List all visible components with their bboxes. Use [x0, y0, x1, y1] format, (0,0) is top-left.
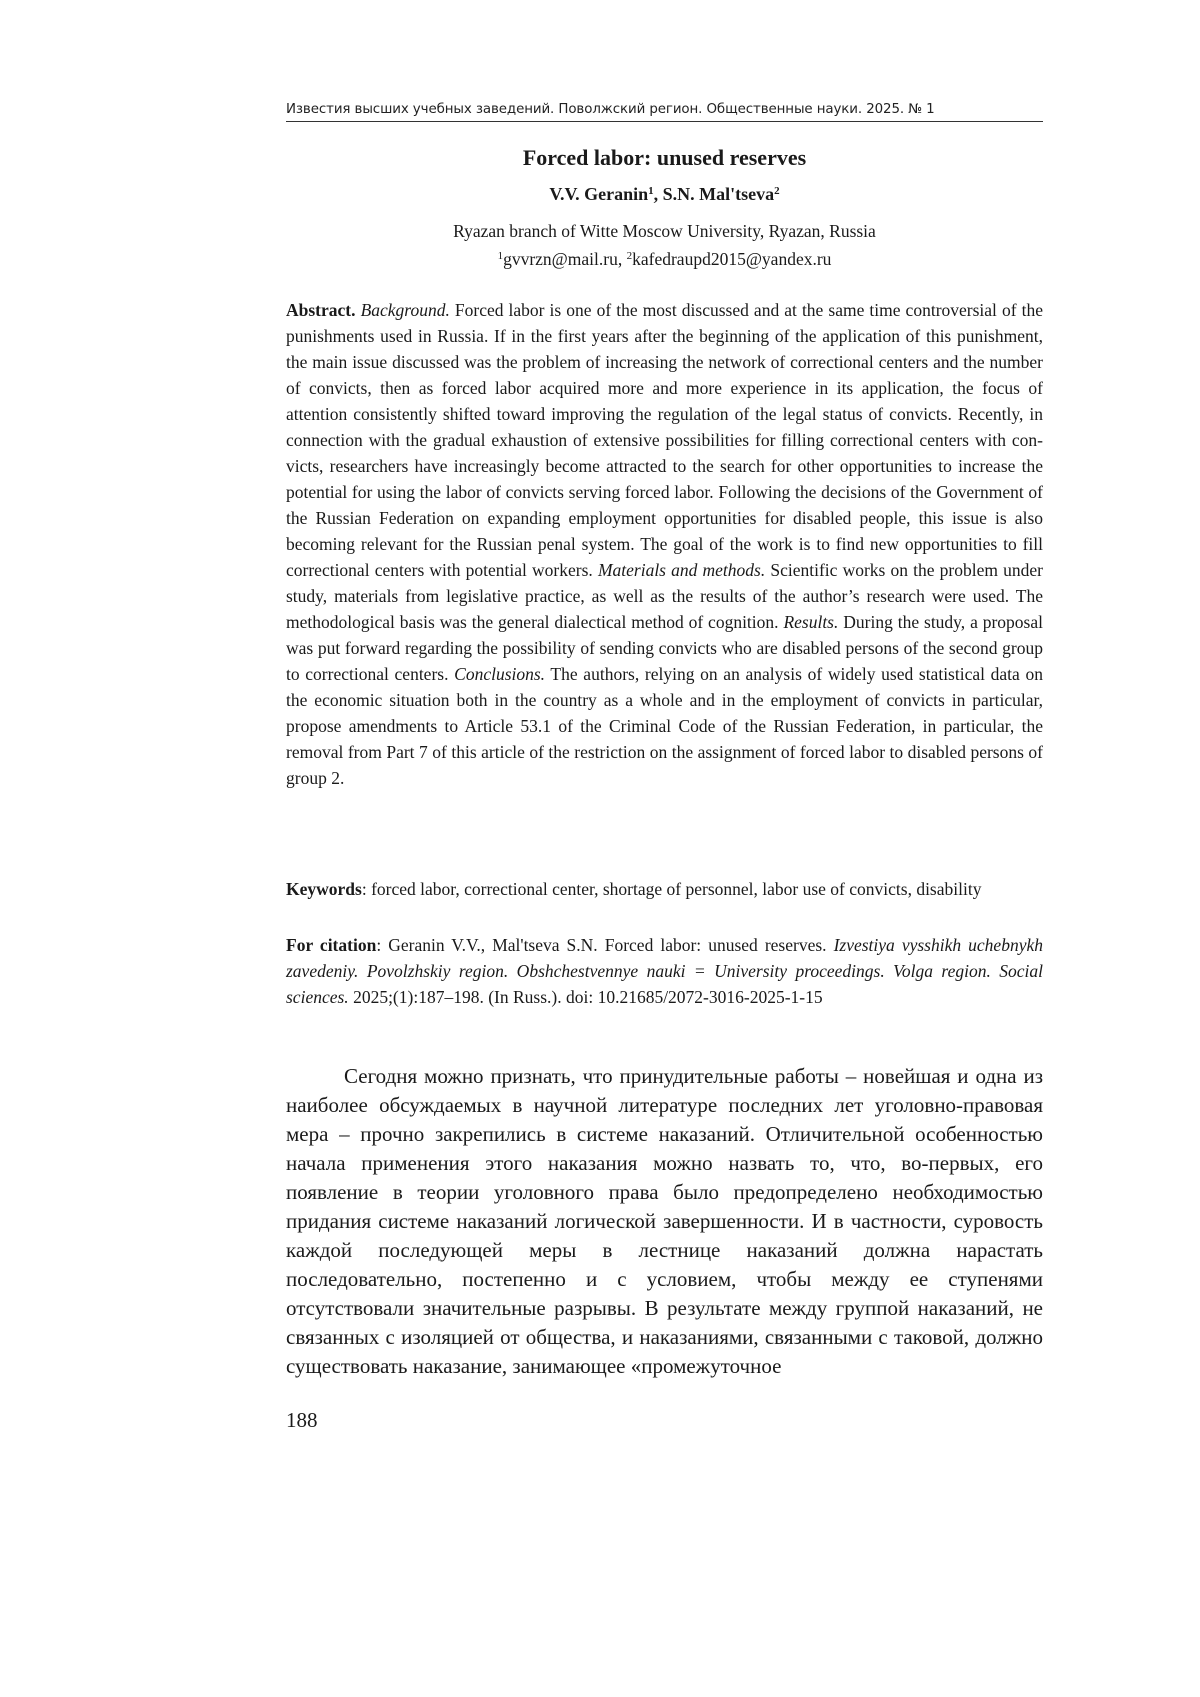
abstract-paragraph — [286, 297, 1043, 791]
email-1: gvvrzn@mail.ru, — [503, 249, 627, 269]
author-2: S.N. Mal'tseva — [662, 184, 775, 204]
author-separator: , — [653, 184, 663, 204]
email-1-mark: 1 — [497, 250, 504, 262]
citation-text-after: 2025;(1):187–198. (In Russ.). doi: 10.21685/2072-3016-2025-1-15 — [348, 987, 823, 1007]
keywords-text: : forced labor, correctional center, shortage of personnel, labor use of convicts, disability — [361, 879, 982, 899]
abstract-block — [286, 297, 1043, 791]
materials-label: Materials and methods. — [597, 560, 766, 580]
citation-block — [286, 932, 1043, 1010]
background-text: Forced labor is one of the most discussed and at the same time controversial of the punishments used in Russia. If in the first years after the beginning of the application of this punishment, the main issue discussed was the problem of increasing the network of correctional centers and the number of convicts, then as forced labor acquired more and more experience in its application, the focus of attention consistently shifted toward improving the regulation of the legal status of convicts. Recently, in connection with the gradual exhaustion of extensive possibilities for filling correctional centers with convicts, researchers have increasingly become attracted to the search for other opportunities to increase the potential for using the labor of convicts serving forced labor. Following the decisions of the Government of the Russian Federation on expanding employment opportunities for disabled people, this issue is also becoming relevant for the Russian penal system. The goal of the work is to find new opportunities to fill correctional centers with potential workers. — [286, 300, 1043, 580]
article-title: Forced labor: unused reserves — [522, 145, 807, 170]
conclusions-label: Conclusions. — [454, 664, 546, 684]
keywords-label: Keywords — [286, 879, 362, 899]
email-2-mark: 2 — [626, 250, 633, 262]
keywords-paragraph — [286, 876, 1043, 902]
citation-label: For citation — [286, 935, 377, 955]
author-1: V.V. Geranin — [549, 184, 649, 204]
author-2-affil-mark: 2 — [774, 185, 780, 197]
author-list — [286, 184, 1043, 205]
results-label: Results. — [783, 612, 839, 632]
conclusions-text: The authors, relying on an analysis of widely used statistical data on the economic situation both in the country as a whole and in the employment of convicts in particular, propose amendments to Article 53.1 of the Criminal Code of the Russian Federation, in particular, the removal from Part 7 of this article of the restriction on the assignment of forced labor to disabled persons of group 2. — [286, 664, 1043, 788]
email-2: kafedraupd2015@yandex.ru — [632, 249, 832, 269]
background-label: Background. — [360, 300, 450, 320]
materials-text: Scientific works on the problem under study, materials from legislative practice, as well as the results of the author’s research were used. The methodological basis was the general dialectical method of cognition. — [286, 560, 1043, 632]
body-text — [286, 1062, 1043, 1381]
keywords-block — [286, 876, 1043, 902]
citation-paragraph — [286, 932, 1043, 1010]
abstract-label: Abstract. — [286, 300, 356, 320]
body-paragraph: Сегодня можно признать, что принудительные работы – новейшая и одна из наиболее обсуждаемых в научной литературе последних лет уголовно-правовая мера – прочно закрепились в системе наказаний. Отличительной особенностью начала применения этого наказания можно назвать то, что, во-первых, его появление в теории уголовного права было предопределено необходимостью придания системе наказаний логической завершенности. И в частности, суровость каждой последующей меры в лестнице наказаний должна нарастать последовательно, постепенно и с условием, чтобы между ее ступенями отсутствовали значительные разрывы. В результате между группой наказаний, не связанных с изоляцией от общества, и наказаниями, связанными с таковой, должно существовать наказание, занимающее «промежуточное — [286, 1064, 1043, 1378]
results-text: During the study, a proposal was put forward regarding the possibility of sending convicts who are disabled persons of the second group to correctional centers. — [286, 612, 1043, 684]
author-emails — [286, 249, 1043, 270]
citation-journal: Izvestiya vysshikh uchebnykh zavedeniy. Povolzhskiy region. Obshchestvennye nauki = University proceedings. Volga region. Social sciences. — [286, 935, 1043, 1007]
running-header: Известия высших учебных заведений. Поволжский регион. Общественные науки. 2025. № 1 — [286, 102, 1043, 122]
citation-text-before: : Geranin V.V., Mal'tseva S.N. Forced labor: unused reserves. — [376, 935, 834, 955]
affiliation: Ryazan branch of Witte Moscow University, Ryazan, Russia — [453, 221, 876, 241]
author-1-affil-mark: 1 — [648, 185, 654, 197]
page-number: 188 — [286, 1408, 318, 1432]
